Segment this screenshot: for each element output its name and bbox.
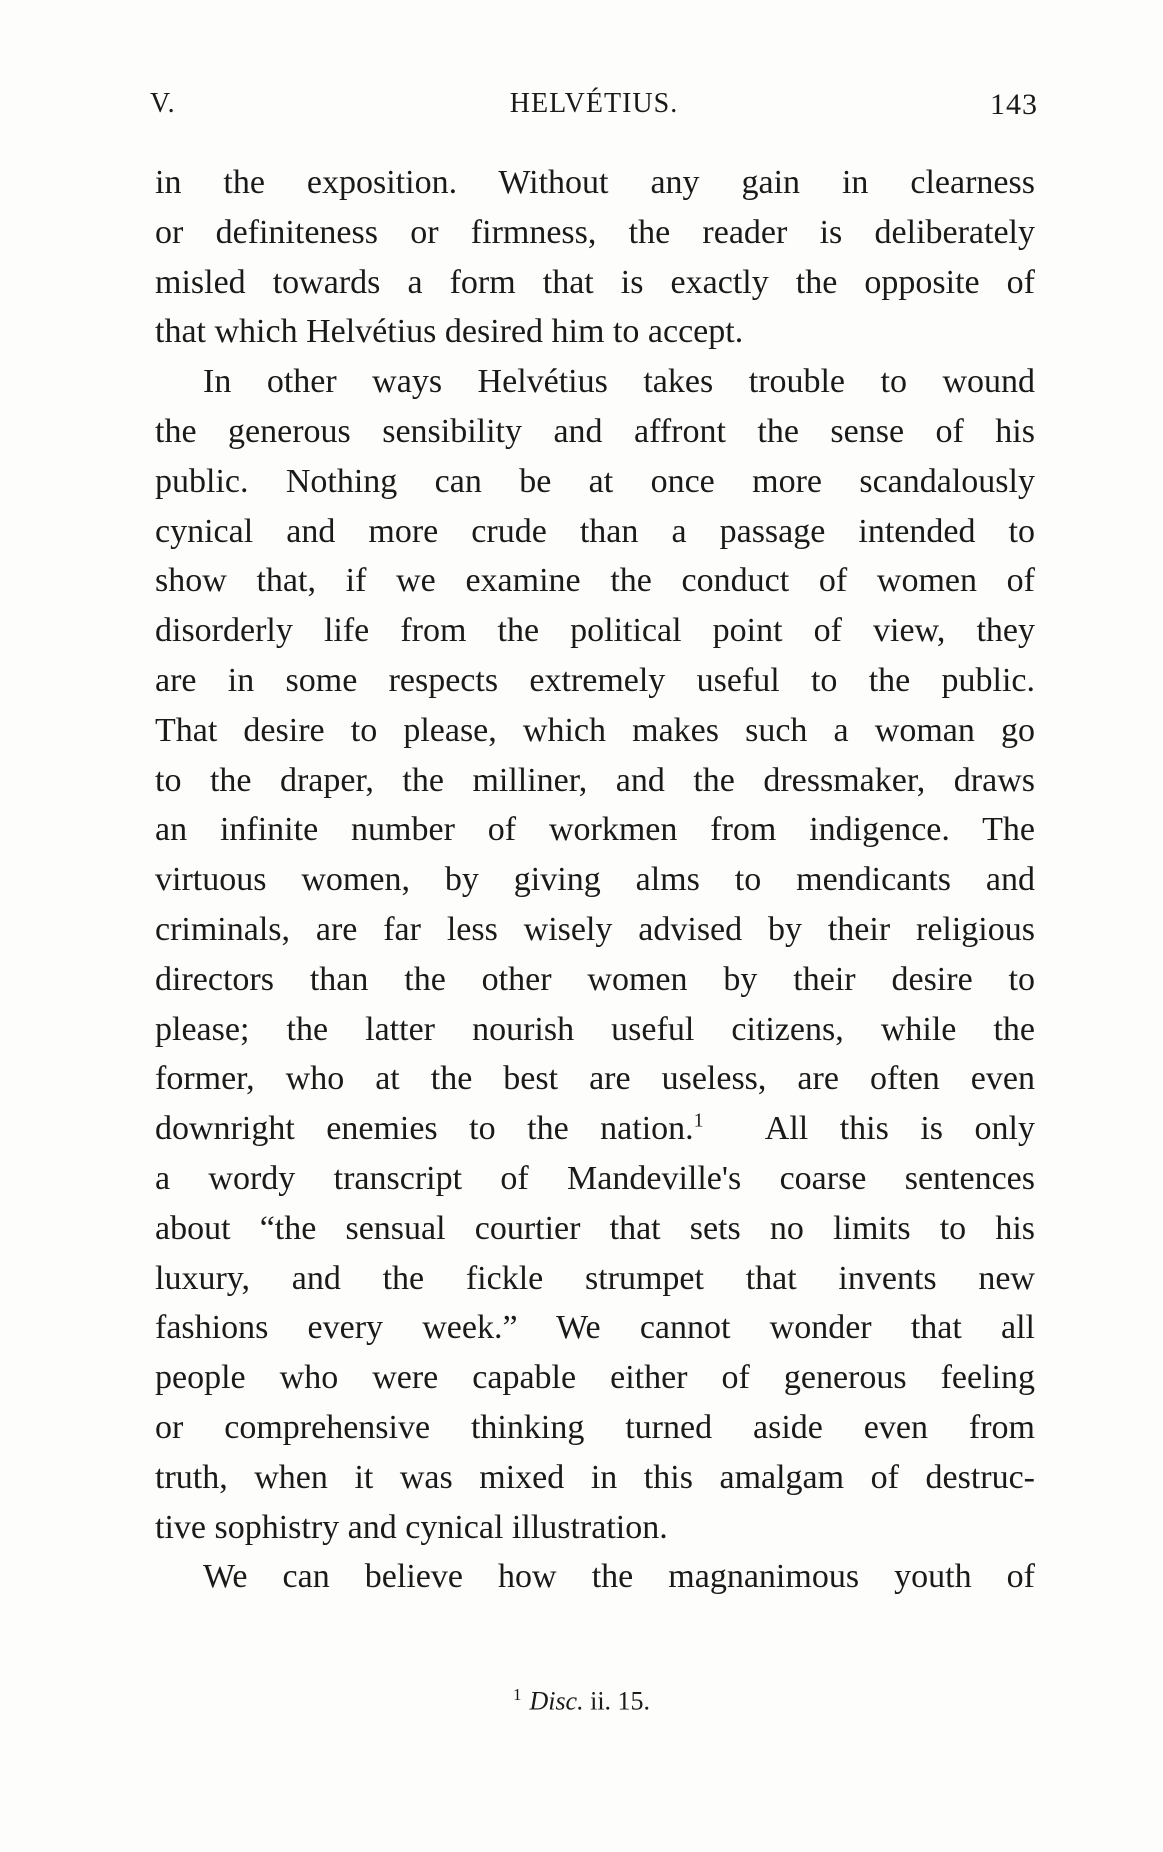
text-line: truth, when it was mixed in this amalgam of destruc- — [155, 1458, 1035, 1496]
line-text-continued: All this is only — [703, 1110, 1035, 1148]
text-line: fashions every week.” We cannot wonder that all — [155, 1309, 1035, 1347]
chapter-number: V. — [150, 88, 176, 119]
text-line: public. Nothing can be at once more scandalously — [155, 462, 1035, 500]
paragraph-2 — [155, 357, 1035, 1552]
text-line: to the draper, the milliner, and the dressmaker, draws — [155, 761, 1035, 799]
text-line: are in some respects extremely useful to the public. — [155, 661, 1035, 699]
text-line: or comprehensive thinking turned aside even from — [155, 1408, 1035, 1446]
footnote-work-title: Disc. — [529, 1686, 584, 1716]
running-head — [150, 88, 1038, 128]
text-line: a wordy transcript of Mandeville's coarse sentences — [155, 1159, 1035, 1197]
body-text — [155, 158, 1035, 1602]
text-line: an infinite number of workmen from indigence. The — [155, 811, 1035, 849]
text-line: That desire to please, which makes such a woman go — [155, 711, 1035, 749]
line-text: downright enemies to the nation. — [155, 1110, 694, 1148]
page-number: 143 — [990, 88, 1038, 121]
text-line: virtuous women, by giving alms to mendicants and — [155, 861, 1035, 899]
text-line: We can believe how the magnanimous youth of — [203, 1558, 1035, 1596]
text-line: please; the latter nourish useful citizens, while the — [155, 1010, 1035, 1048]
text-line: misled towards a form that is exactly the opposite of — [155, 263, 1035, 301]
footnote — [0, 1685, 1163, 1717]
paragraph-1 — [155, 158, 1035, 357]
text-line: about “the sensual courtier that sets no limits to his — [155, 1209, 1035, 1247]
text-line-with-footnote — [155, 1104, 1035, 1154]
footnote-reference: 1 — [693, 1109, 704, 1132]
text-line: show that, if we examine the conduct of women of — [155, 562, 1035, 600]
text-line: former, who at the best are useless, are often even — [155, 1060, 1035, 1098]
text-line: tive sophistry and cynical illustration. — [155, 1508, 668, 1546]
text-line: cynical and more crude than a passage intended to — [155, 512, 1035, 550]
text-line: luxury, and the fickle strumpet that invents new — [155, 1259, 1035, 1297]
text-line: the generous sensibility and affront the sense of his — [155, 412, 1035, 450]
running-title: HELVÉTIUS. — [509, 88, 679, 119]
paragraph-3 — [155, 1552, 1035, 1602]
text-line: or definiteness or firmness, the reader is deliberately — [155, 213, 1035, 251]
text-line: that which Helvétius desired him to accept. — [155, 313, 744, 351]
footnote-locator: ii. 15. — [590, 1686, 651, 1716]
text-line: In other ways Helvétius takes trouble to wound — [203, 363, 1035, 401]
text-line: directors than the other women by their desire to — [155, 960, 1035, 998]
text-line: in the exposition. Without any gain in clearness — [155, 164, 1035, 201]
text-line: people who were capable either of generous feeling — [155, 1359, 1035, 1397]
text-line: criminals, are far less wisely advised by their religious — [155, 910, 1035, 948]
footnote-marker: 1 — [512, 1685, 522, 1704]
text-line: disorderly life from the political point of view, they — [155, 612, 1035, 650]
